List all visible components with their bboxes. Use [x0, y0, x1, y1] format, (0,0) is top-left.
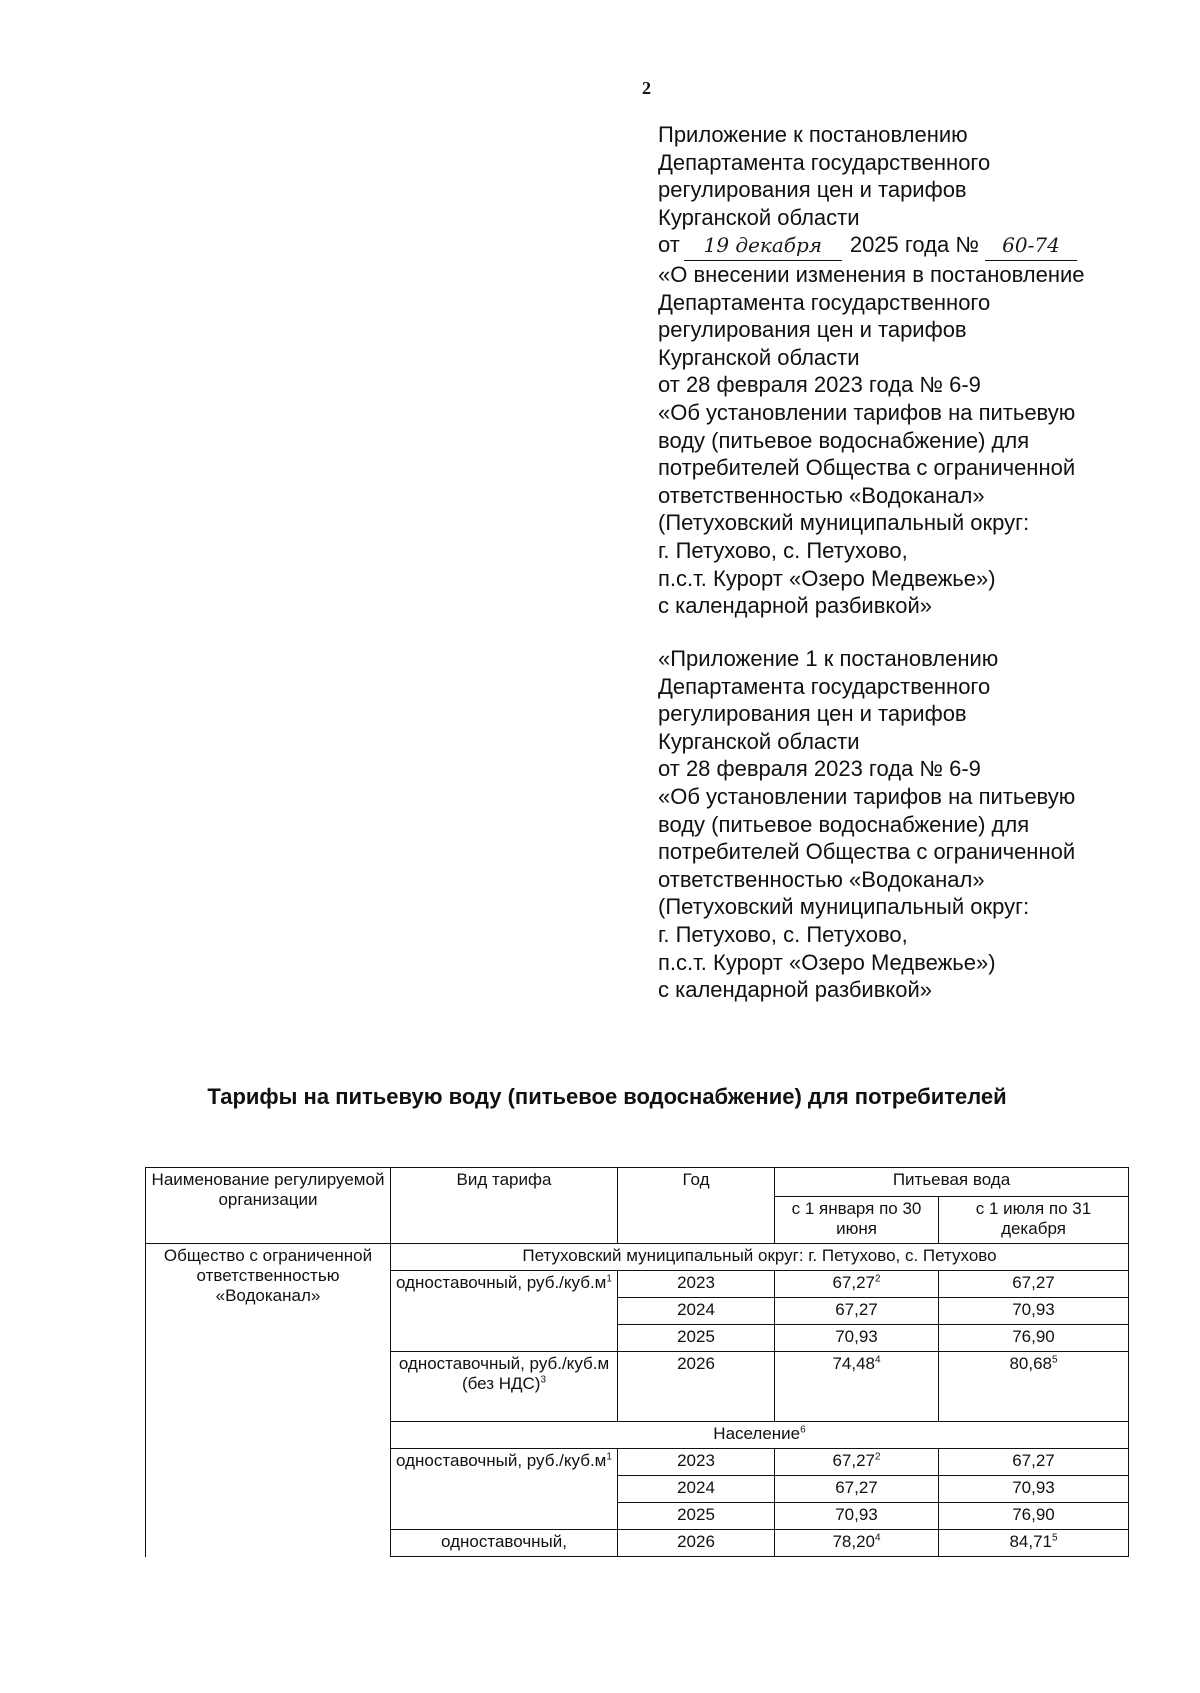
year-cell: 2025 [618, 1503, 775, 1530]
year-cell: 2026 [618, 1530, 775, 1557]
year-cell: 2023 [618, 1449, 775, 1476]
appendix-1-line: с календарной разбивкой» [658, 977, 933, 1003]
appendix-main-title-line: «О внесении изменения в постановление [658, 261, 1085, 287]
appendix-1-line: п.с.т. Курорт «Озеро Медвежье») [658, 949, 996, 975]
h1-value-cell: 78,20$^4$ [775, 1530, 939, 1557]
table-section-row [146, 1244, 1129, 1271]
header-tariff-type: Вид тарифа [391, 1168, 618, 1244]
appendix-main-title-line: потребителей Общества с ограниченной [658, 455, 1076, 481]
h1-value-cell: 67,27 [775, 1298, 939, 1325]
year-cell: 2026 [618, 1352, 775, 1422]
appendix-main-line: Курганской области [658, 204, 860, 230]
h1-value-cell: 67,27 [775, 1476, 939, 1503]
h1-value-cell: 70,93 [775, 1325, 939, 1352]
appendix-1-line: «Приложение 1 к постановлению [658, 646, 999, 671]
appendix-1-line: от 28 февраля 2023 года № 6-9 [658, 756, 981, 782]
tariffs-table [145, 1167, 1129, 1557]
appendix-1-line: г. Петухово, с. Петухово, [658, 921, 908, 947]
document-title: Тарифы на питьевую воду (питьевое водоснабжение) для потребителей [207, 1084, 1007, 1109]
table-header-row [146, 1168, 1129, 1197]
appendix-main-title-line: г. Петухово, с. Петухово, [658, 537, 908, 563]
appendix-1-line: «Об установлении тарифов на питьевую [658, 783, 1076, 809]
h2-value-cell: 70,93 [939, 1476, 1129, 1503]
h2-value-cell: 67,27 [939, 1449, 1129, 1476]
appendix-1-line: (Петуховский муниципальный округ: [658, 894, 1030, 920]
header-drinking-water: Питьевая вода [775, 1168, 1129, 1197]
appendix-main-title-line: п.с.т. Курорт «Озеро Медвежье») [658, 565, 996, 591]
appendix-1-line: потребителей Общества с ограниченной [658, 839, 1076, 865]
appendix-main-title-line: Департамента государственного [658, 289, 991, 315]
tariff-type-cell: одноставочный, $руб./куб.м^1$ [391, 1271, 618, 1352]
header-year: Год [618, 1168, 775, 1244]
handwritten-date: 19 декабря [684, 232, 842, 261]
tariff-type-cell: одноставочный, [391, 1530, 618, 1557]
year-text: 2025 года № [849, 232, 979, 258]
appendix-1-header [658, 645, 1178, 1004]
date-prefix: от [658, 232, 680, 258]
appendix-1-line: Департамента государственного [658, 673, 991, 699]
h2-value-cell: 80,68$^5$ [939, 1352, 1129, 1422]
h2-value-cell: 84,71$^5$ [939, 1530, 1129, 1557]
appendix-header-main [658, 121, 1178, 620]
year-cell: 2024 [618, 1476, 775, 1503]
appendix-main-title-line: ответственностью «Водоканал» [658, 482, 985, 508]
header-organization: Наименование регулируемой организации [146, 1168, 391, 1244]
year-cell: 2023 [618, 1271, 775, 1298]
h1-value-cell: 67,27$^2$ [775, 1449, 939, 1476]
header-period-2: с 1 июля по 31 декабря [939, 1197, 1129, 1244]
h1-value-cell: 70,93 [775, 1503, 939, 1530]
year-cell: 2024 [618, 1298, 775, 1325]
h2-value-cell: 70,93 [939, 1298, 1129, 1325]
h1-value-cell: 74,48$^4$ [775, 1352, 939, 1422]
appendix-main-date-line [658, 231, 1178, 261]
year-cell: 2025 [618, 1325, 775, 1352]
appendix-main-title-line: с календарной разбивкой» [658, 593, 933, 619]
appendix-1-line: регулирования цен и тарифов [658, 701, 967, 727]
appendix-main-title-line: (Петуховский муниципальный округ: [658, 510, 1030, 536]
appendix-main-title-line: воду (питьевое водоснабжение) для [658, 427, 1030, 453]
page-number: 2 [642, 78, 651, 98]
section-1-title: Петуховский муниципальный округ: г. Петухово, с. Петухово [391, 1244, 1129, 1271]
header-period-1: с 1 января по 30 июня [775, 1197, 939, 1244]
appendix-main-title-line: «Об установлении тарифов на питьевую [658, 399, 1076, 425]
appendix-1-line: Курганской области [658, 728, 860, 754]
appendix-1-line: ответственностью «Водоканал» [658, 866, 985, 892]
h1-value-cell: 67,27$^2$ [775, 1271, 939, 1298]
h2-value-cell: 76,90 [939, 1503, 1129, 1530]
appendix-main-title-line: регулирования цен и тарифов [658, 317, 967, 343]
appendix-main-line: Департамента государственного [658, 149, 991, 175]
appendix-main-line: Приложение к постановлению [658, 122, 968, 147]
tariff-type-cell: одноставочный, руб./куб.м (без НДС)$^3$ [391, 1352, 618, 1422]
section-2-title: Население$^6$ [391, 1422, 1129, 1449]
appendix-main-title-line: от 28 февраля 2023 года № 6-9 [658, 372, 981, 398]
tariff-type-cell: одноставочный, $руб./куб.м^1$ [391, 1449, 618, 1530]
appendix-1-line: воду (питьевое водоснабжение) для [658, 811, 1030, 837]
organization-cell: Общество с ограниченной ответственностью «Водоканал» [146, 1244, 391, 1557]
h2-value-cell: 67,27 [939, 1271, 1129, 1298]
appendix-main-line: регулирования цен и тарифов [658, 177, 967, 203]
handwritten-number: 60-74 [985, 232, 1077, 261]
h2-value-cell: 76,90 [939, 1325, 1129, 1352]
appendix-main-title-line: Курганской области [658, 344, 860, 370]
